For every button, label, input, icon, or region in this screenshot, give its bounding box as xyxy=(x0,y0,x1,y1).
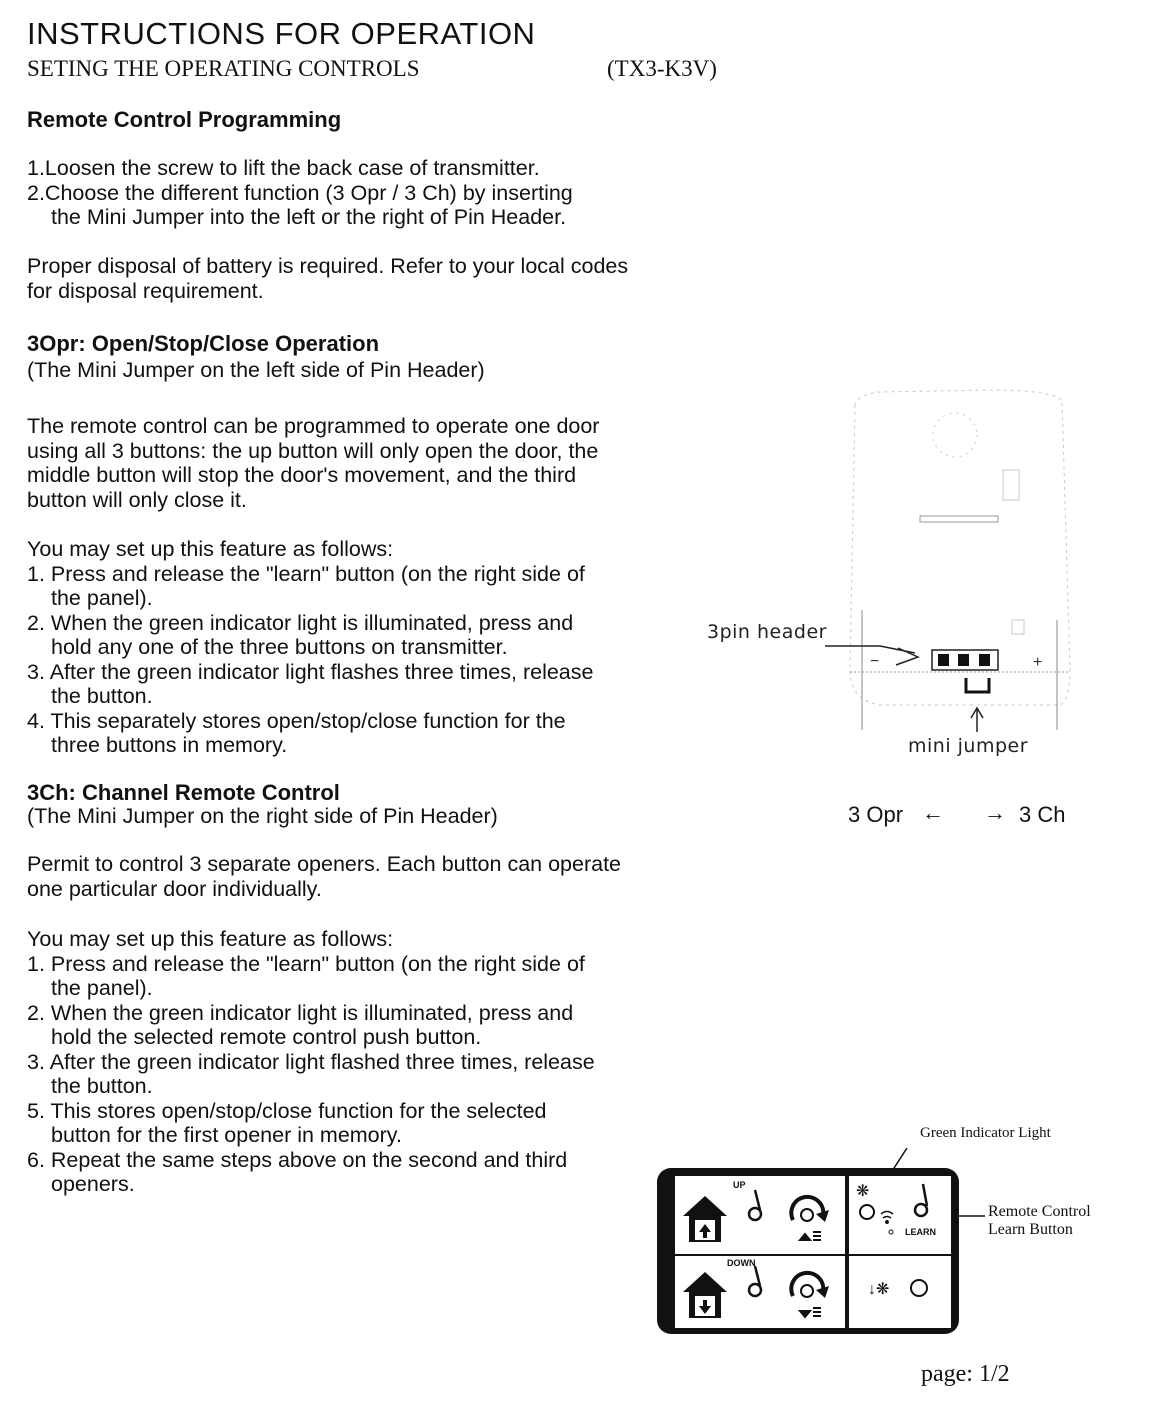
ch-step-3: 3. After the green indicator light flashed three times, release xyxy=(27,1049,595,1074)
control-panel xyxy=(655,1148,985,1338)
programming-step-2: 2.Choose the different function (3 Opr / 3 Ch) by inserting xyxy=(27,180,573,205)
pin-header-label: 3pin header xyxy=(707,621,827,643)
transmitter-outline xyxy=(850,390,1070,730)
option-3opr: 3 Opr xyxy=(848,802,904,827)
opr-para-line-3: middle button will stop the door's movement, and the third xyxy=(27,463,577,487)
learn-text: LEARN xyxy=(905,1227,936,1237)
green-light-label: Green Indicator Light xyxy=(920,1125,1051,1141)
ch-para-line-2: one particular door individually. xyxy=(27,876,322,901)
ch-paragraph xyxy=(27,852,621,901)
ch-steps xyxy=(27,927,595,1197)
disposal-line-1: Proper disposal of battery is required. Refer to your local codes xyxy=(27,254,629,278)
jumper-diagram xyxy=(690,370,1090,770)
left-arrow-icon: ← xyxy=(922,800,944,825)
opr-step-2-cont: hold any one of the three buttons on transmitter. xyxy=(51,635,508,659)
ch-subheading: (The Mini Jumper on the right side of Pin Header) xyxy=(27,804,498,828)
ch-step-1: 1. Press and release the "learn" button (on the right side of xyxy=(27,951,585,976)
opr-step-3-cont: the button. xyxy=(51,684,153,708)
option-3ch: 3 Ch xyxy=(1019,802,1066,827)
opr-para-line-2: using all 3 buttons: the up button will only open the door, the xyxy=(27,438,599,463)
pin-middle xyxy=(958,654,969,666)
ch-step-6: 6. Repeat the same steps above on the second and third xyxy=(27,1147,568,1172)
learn-label-line-2: Learn Button xyxy=(988,1221,1073,1238)
page-subtitle: SETING THE OPERATING CONTROLS xyxy=(27,56,420,81)
down-label: DOWN xyxy=(727,1258,756,1268)
ch-steps-intro: You may set up this feature as follows: xyxy=(27,927,394,951)
pin-right xyxy=(979,654,990,666)
ch-para-line-1: Permit to control 3 separate openers. Each button can operate xyxy=(27,852,622,876)
light-burst-icon: ❋ xyxy=(856,1183,870,1200)
opr-para-line-1: The remote control can be programmed to operate one door xyxy=(27,414,600,438)
opr-paragraph xyxy=(27,414,599,512)
opr-steps-intro: You may set up this feature as follows: xyxy=(27,537,394,561)
opr-step-2: 2. When the green indicator light is illuminated, press and xyxy=(27,610,574,635)
plus-sign: + xyxy=(1033,654,1043,671)
ch-heading: 3Ch: Channel Remote Control xyxy=(27,780,340,805)
ch-step-5-cont: button for the first opener in memory. xyxy=(51,1123,402,1147)
page-number: page: 1/2 xyxy=(921,1361,1010,1387)
right-arrow-icon: → xyxy=(984,800,1006,825)
learn-button-label xyxy=(988,1203,1091,1239)
page-title: INSTRUCTIONS FOR OPERATION xyxy=(27,16,536,51)
panel-light-cell xyxy=(849,1256,951,1328)
pin-left xyxy=(938,654,949,666)
programming-step-2-cont: the Mini Jumper into the left or the right of Pin Header. xyxy=(51,205,567,229)
opr-para-line-4: button will only close it. xyxy=(27,487,247,512)
disposal-line-2: for disposal requirement. xyxy=(27,278,264,303)
opr-steps xyxy=(27,537,593,758)
minus-sign: − xyxy=(870,653,880,670)
opr-subheading: (The Mini Jumper on the left side of Pin Header) xyxy=(27,358,485,382)
opr-heading: 3Opr: Open/Stop/Close Operation xyxy=(27,331,380,356)
light-circle-icon: ↓❋ xyxy=(868,1281,890,1298)
ch-step-5: 5. This stores open/stop/close function for the selected xyxy=(27,1098,547,1123)
programming-steps xyxy=(27,156,573,230)
ch-step-2: 2. When the green indicator light is illuminated, press and xyxy=(27,1000,574,1025)
disposal-note xyxy=(27,254,628,303)
opr-step-4: 4. This separately stores open/stop/close function for the xyxy=(27,708,566,733)
learn-label-line-1: Remote Control xyxy=(988,1203,1091,1220)
programming-step-1: 1.Loosen the screw to lift the back case of transmitter. xyxy=(27,156,540,180)
mini-jumper xyxy=(966,678,989,692)
model-number: (TX3-K3V) xyxy=(607,56,717,81)
up-label: UP xyxy=(733,1180,746,1190)
opr-step-4-cont: three buttons in memory. xyxy=(51,733,288,757)
ch-step-2-cont: hold the selected remote control push button. xyxy=(51,1025,482,1049)
opr-step-1-cont: the panel). xyxy=(51,586,153,610)
opr-step-3: 3. After the green indicator light flashes three times, release xyxy=(27,659,594,684)
remote-programming-heading: Remote Control Programming xyxy=(27,107,342,132)
mini-jumper-label: mini jumper xyxy=(908,735,1029,757)
ch-step-6-cont: openers. xyxy=(51,1172,135,1196)
ch-step-1-cont: the panel). xyxy=(51,976,153,1000)
opr-step-1: 1. Press and release the "learn" button (on the right side of xyxy=(27,561,585,586)
ch-step-3-cont: the button. xyxy=(51,1074,153,1098)
